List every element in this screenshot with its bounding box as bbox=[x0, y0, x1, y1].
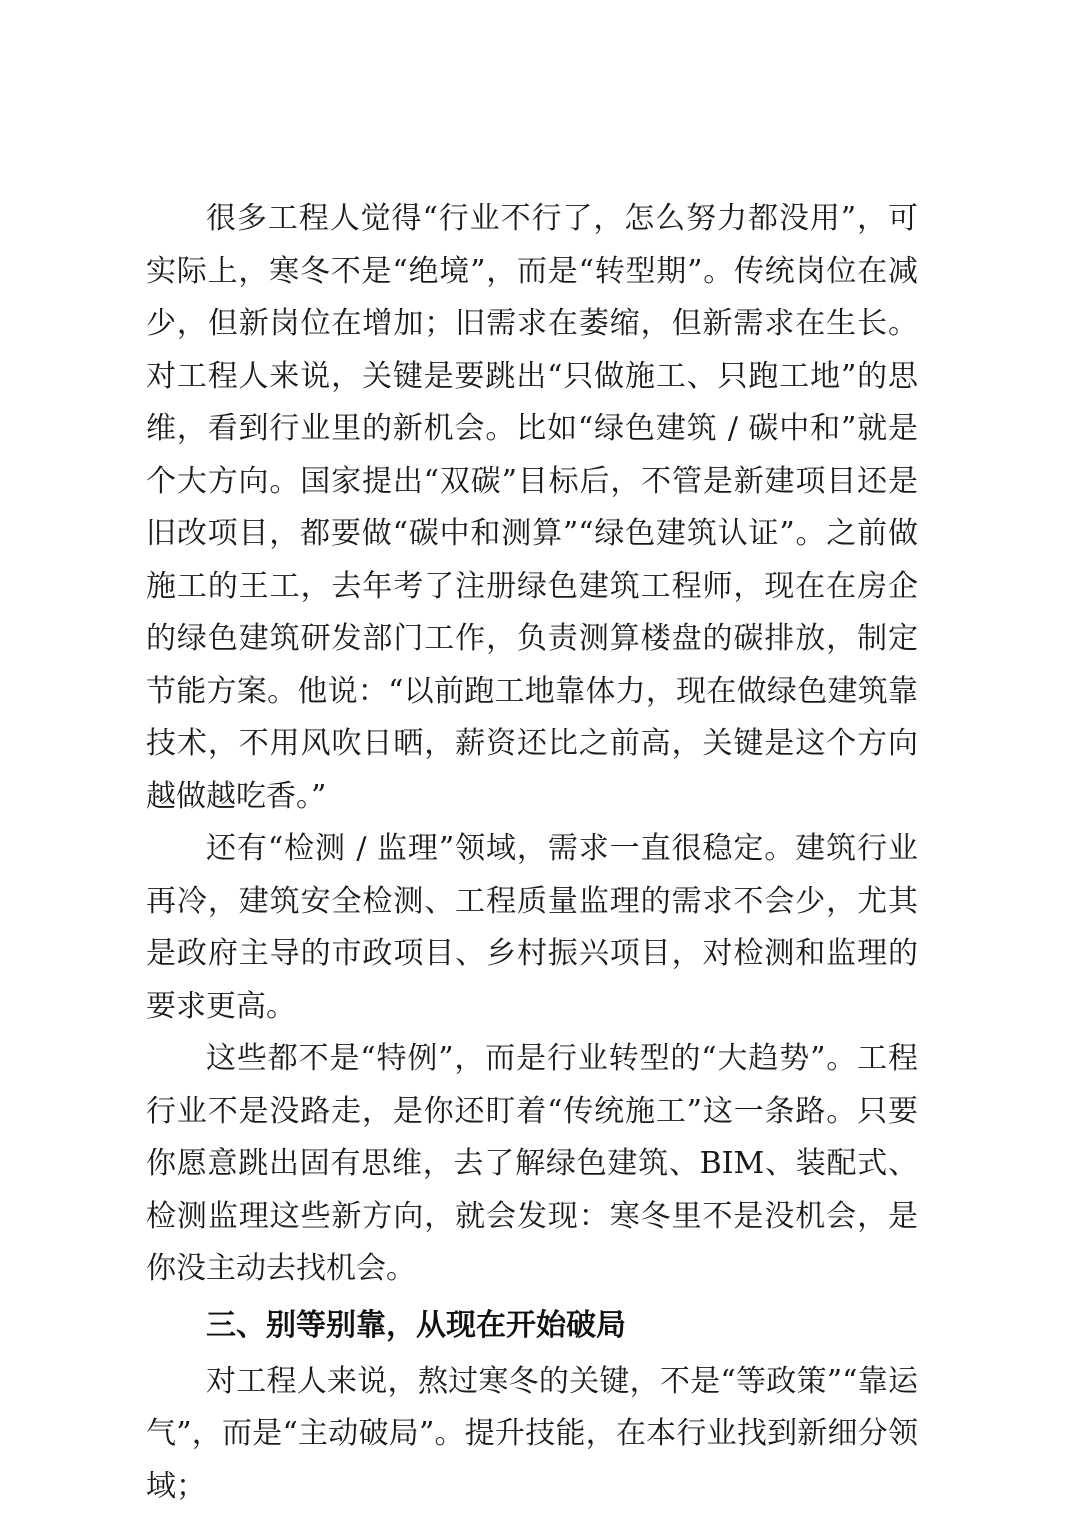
document-body bbox=[146, 193, 918, 1513]
paragraph-inspection-supervision: 还有“检测 / 监理”领域，需求一直很稳定。建筑行业再冷，建筑安全检测、工程质量监理的需求不会少，尤其是政府主导的市政项目、乡村振兴项目，对检测和监理的要求更高。 bbox=[146, 831, 918, 1024]
section-heading: 三、别等别靠，从现在开始破局 bbox=[206, 1307, 626, 1343]
paragraph-transition-opportunities: 很多工程人觉得“行业不行了，怎么努力都没用”，可实际上，寒冬不是“绝境”，而是“转型期”。传统岗位在减少，但新岗位在增加；旧需求在萎缩，但新需求在生长。对工程人来说，关键是要跳出“只做施工、只跑工地”的思维，看到行业里的新机会。比如“绿色建筑 / 碳中和”就是个大方向。国家提出“双碳”目标后，不管是新建项目还是旧改项目，都要做“碳中和测算”“绿色建筑认证”。之前做施工的王工，去年考了注册绿色建筑工程师，现在在房企的绿色建筑研发部门工作，负责测算楼盘的碳排放，制定节能方案。他说：“以前跑工地靠体力，现在做绿色建筑靠技术，不用风吹日晒，薪资还比之前高，关键是这个方向越做越吃香。” bbox=[146, 201, 918, 814]
paragraph-break-through: 对工程人来说，熬过寒冬的关键，不是“等政策”“靠运气”，而是“主动破局”。提升技能，在本行业找到新细分领域； bbox=[146, 1363, 918, 1504]
paragraph-industry-trend: 这些都不是“特例”，而是行业转型的“大趋势”。工程行业不是没路走，是你还盯着“传统施工”这一条路。只要你愿意跳出固有思维，去了解绿色建筑、BIM、装配式、检测监理这些新方向，就会发现：寒冬里不是没机会，是你没主动去找机会。 bbox=[146, 1041, 918, 1286]
